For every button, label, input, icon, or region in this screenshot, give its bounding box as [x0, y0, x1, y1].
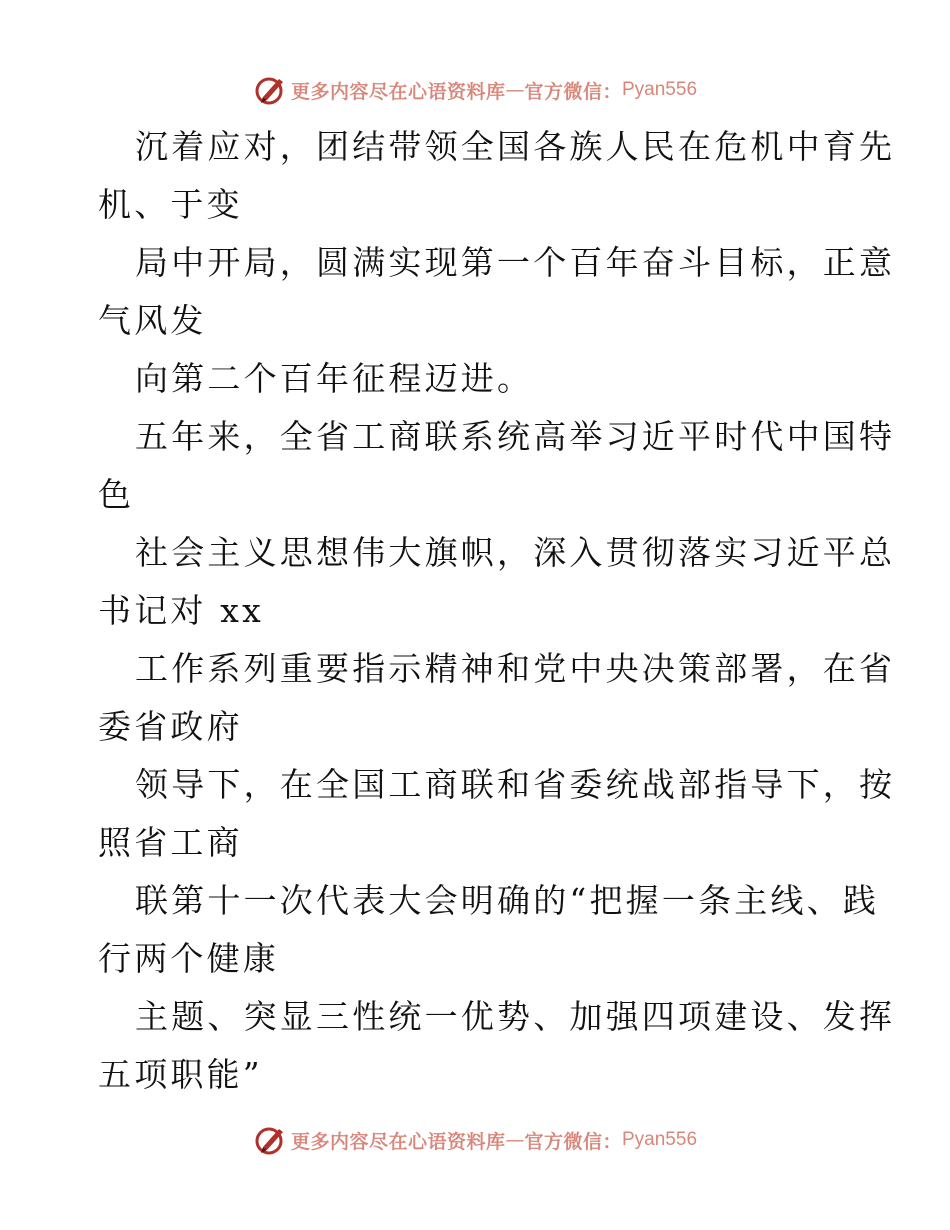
body-line: 主题、突显三性统一优势、加强四项建设、发挥: [135, 997, 896, 1036]
body-line: 联第十一次代表大会明确的“把握一条主线、践: [135, 881, 880, 920]
body-line: 气风发: [98, 301, 207, 340]
banner-text: 更多内容尽在心语资料库: [290, 1130, 506, 1153]
banner-wechat-id: Pyan556: [622, 79, 698, 100]
banner-wechat-id: Pyan556: [622, 1129, 698, 1150]
body-line: 工作系列重要指示精神和党中央决策部署，在省: [135, 649, 896, 688]
body-line: 机、于变: [98, 185, 243, 224]
body-line: 五项职能”: [98, 1055, 263, 1094]
body-line: 向第二个百年征程迈进。: [135, 359, 534, 398]
body-line: 局中开局，圆满实现第一个百年奋斗目标，正意: [135, 243, 896, 282]
banner-official-label: 官方微信：: [524, 1130, 622, 1153]
body-line: 五年来，全省工商联系统高举习近平时代中国特: [135, 417, 896, 456]
body-line: 色: [98, 475, 135, 514]
body-line: 委省政府: [98, 707, 243, 746]
pen-logo-icon: [253, 73, 287, 107]
footer-banner: [0, 1120, 950, 1160]
pen-logo-icon: [253, 1123, 287, 1157]
body-line: 沉着应对，团结带领全国各族人民在危机中育先: [135, 127, 896, 166]
body-line: 书记对 xx: [98, 591, 264, 630]
body-line: 领导下，在全国工商联和省委统战部指导下，按: [135, 765, 896, 804]
banner-separator: —: [505, 79, 525, 101]
banner-official-label: 官方微信：: [524, 80, 622, 103]
body-line: 行两个健康: [98, 939, 279, 978]
banner-text: 更多内容尽在心语资料库: [290, 80, 506, 103]
banner-separator: —: [505, 1129, 525, 1151]
header-banner: [0, 70, 950, 110]
body-line: 照省工商: [98, 823, 243, 862]
body-line: 社会主义思想伟大旗帜，深入贯彻落实习近平总: [135, 533, 896, 572]
